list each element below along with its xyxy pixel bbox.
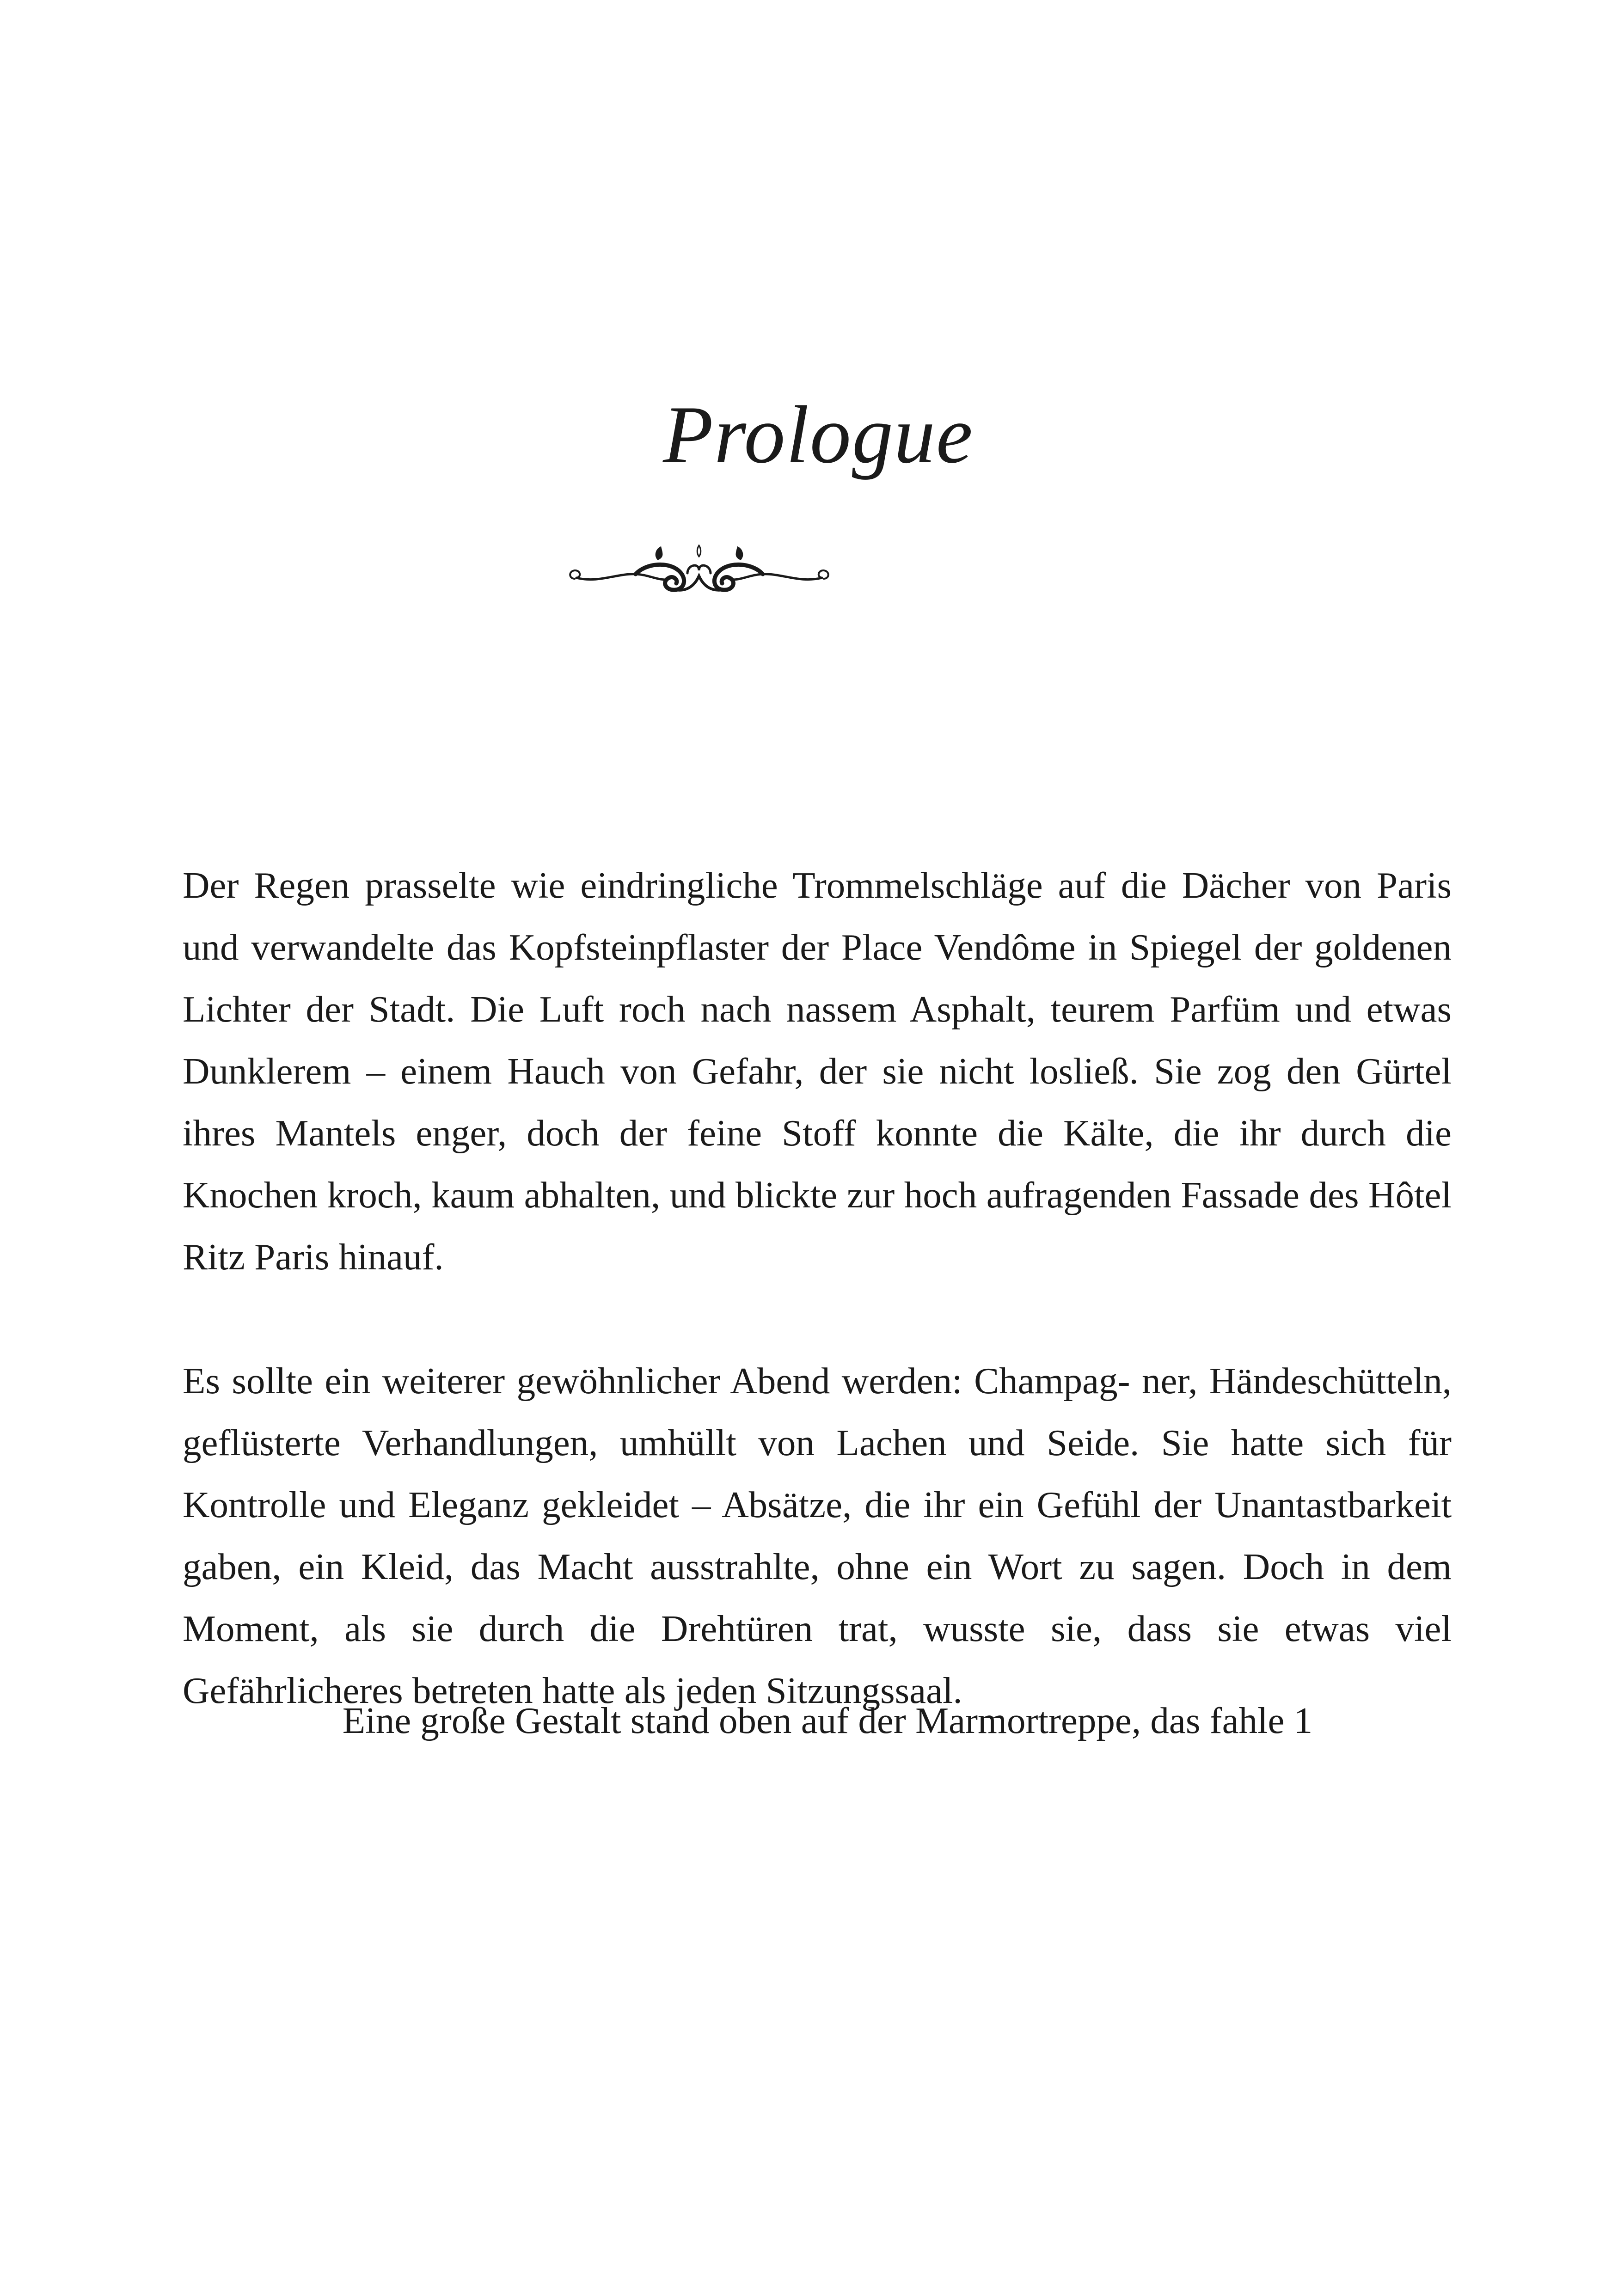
body-text [183,854,1452,1721]
chapter-title: Prologue [663,389,974,480]
truncated-last-line: Eine große Gestalt stand oben auf der Marmortreppe, das fahle 1 [342,1700,1313,1741]
flourish-divider-icon [566,541,832,601]
paragraph: Es sollte ein weiterer gewöhnlicher Abend werden: Champag- ner, Händeschütteln, geflüsterte Verhandlungen, umhüllt von Lachen und Seide. Sie hatte sich für Kontrolle und Eleganz gekleidet – Absätze, die ihr ein Gefühl der Unantastbarkeit gaben, ein Kleid, das Macht ausstrahlte, ohne ein Wort zu sagen. Doch in dem Moment, als sie durch die Drehtüren trat, wusste sie, dass sie etwas viel Gefährlicheres betreten hatte als jeden Sitzungssaal. [183,1360,1452,1711]
paragraph: Der Regen prasselte wie eindringliche Trommelschläge auf die Dächer von Paris und verwandelte das Kopfsteinpflaster der Place Vendôme in Spiegel der goldenen Lichter der Stadt. Die Luft roch nach nassem Asphalt, teurem Parfüm und etwas Dunklerem – einem Hauch von Gefahr, der sie nicht losließ. Sie zog den Gürtel ihres Mantels enger, doch der feine Stoff konnte die Kälte, die ihr durch die Knochen kroch, kaum abhalten, und blickte zur hoch aufragenden Fassade des Hôtel Ritz Paris hinauf. [183,864,1452,1278]
